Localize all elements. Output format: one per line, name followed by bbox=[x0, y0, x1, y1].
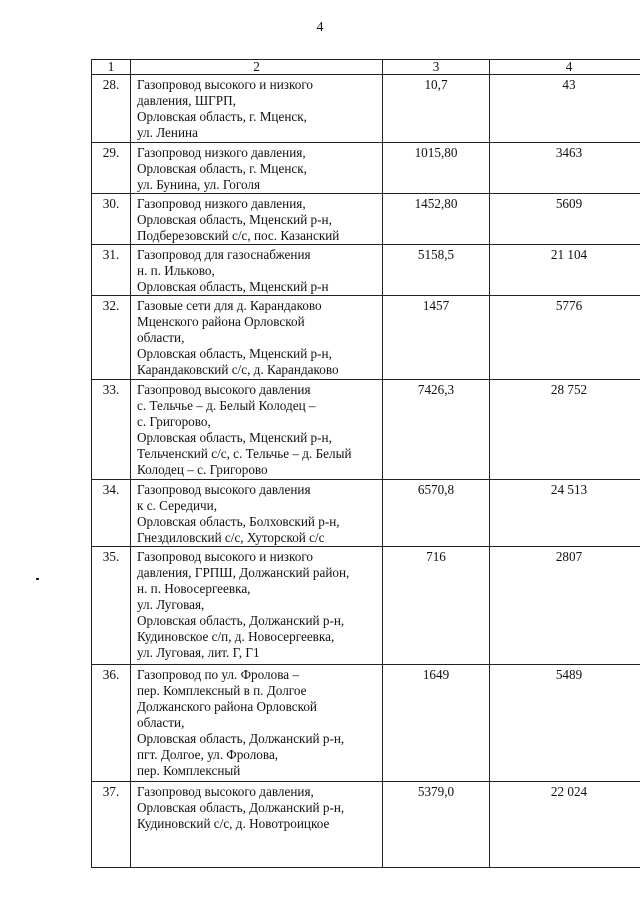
column-header: 4 bbox=[490, 60, 640, 75]
table-row bbox=[92, 143, 640, 194]
row-value-col3: 1452,80 bbox=[383, 194, 490, 245]
row-value-col3: 1015,80 bbox=[383, 143, 490, 194]
row-number: 30. bbox=[92, 194, 131, 245]
row-description: Газопровод низкого давления, Орловская область, Мценский р-н, Подберезовский с/с, пос. Казанский bbox=[131, 194, 383, 245]
row-value-col3: 10,7 bbox=[383, 75, 490, 143]
row-number: 31. bbox=[92, 245, 131, 296]
row-description: Газопровод высокого и низкого давления, ШГРП, Орловская область, г. Мценск, ул. Ленина bbox=[131, 75, 383, 143]
table-row bbox=[92, 194, 640, 245]
row-number: 34. bbox=[92, 480, 131, 547]
row-value-col4: 21 104 bbox=[490, 245, 640, 296]
row-value-col3: 5379,0 bbox=[383, 782, 490, 868]
column-header: 2 bbox=[131, 60, 383, 75]
row-value-col4: 5776 bbox=[490, 296, 640, 380]
header-row bbox=[92, 60, 640, 75]
row-value-col4: 3463 bbox=[490, 143, 640, 194]
row-description: Газопровод высокого и низкого давления, ГРПШ, Должанский район, н. п. Новосергеевка, ул. Луговая, Орловская область, Должанский р-н, Кудиновское с/п, д. Новосергеевка, ул. Луговая, лит. Г, Г1 bbox=[131, 547, 383, 665]
row-description: Газопровод высокого давления с. Тельчье – д. Белый Колодец – с. Григорово, Орловская область, Мценский р-н, Тельченский с/с, с. Тельчье – д. Белый Колодец – с. Григорово bbox=[131, 380, 383, 480]
row-number: 29. bbox=[92, 143, 131, 194]
row-value-col4: 2807 bbox=[490, 547, 640, 665]
row-number: 32. bbox=[92, 296, 131, 380]
table-row bbox=[92, 380, 640, 480]
row-description: Газопровод по ул. Фролова – пер. Комплексный в п. Долгое Должанского района Орловской области, Орловская область, Должанский р-н, пгт. Долгое, ул. Фролова, пер. Комплексный bbox=[131, 665, 383, 782]
table-row bbox=[92, 245, 640, 296]
row-description: Газовые сети для д. Карандаково Мценского района Орловской области, Орловская область, Мценский р-н, Карандаковский с/с, д. Карандаково bbox=[131, 296, 383, 380]
assets-table bbox=[91, 59, 640, 868]
row-number: 28. bbox=[92, 75, 131, 143]
row-description: Газопровод для газоснабжения н. п. Ильково, Орловская область, Мценский р-н bbox=[131, 245, 383, 296]
table-row bbox=[92, 296, 640, 380]
row-description: Газопровод низкого давления, Орловская область, г. Мценск, ул. Бунина, ул. Гоголя bbox=[131, 143, 383, 194]
row-value-col3: 1649 bbox=[383, 665, 490, 782]
table-row bbox=[92, 75, 640, 143]
page-number: 4 bbox=[316, 20, 324, 35]
row-value-col3: 5158,5 bbox=[383, 245, 490, 296]
row-value-col3: 716 bbox=[383, 547, 490, 665]
table-row bbox=[92, 782, 640, 868]
column-header: 1 bbox=[92, 60, 131, 75]
row-number: 33. bbox=[92, 380, 131, 480]
row-description: Газопровод высокого давления к с. Середичи, Орловская область, Болховский р-н, Гнездиловский с/с, Хуторской с/с bbox=[131, 480, 383, 547]
row-value-col4: 5609 bbox=[490, 194, 640, 245]
row-number: 36. bbox=[92, 665, 131, 782]
column-header: 3 bbox=[383, 60, 490, 75]
row-description: Газопровод высокого давления, Орловская область, Должанский р-н, Кудиновский с/с, д. Новотроицкое bbox=[131, 782, 383, 868]
row-value-col3: 1457 bbox=[383, 296, 490, 380]
row-value-col3: 7426,3 bbox=[383, 380, 490, 480]
table-row bbox=[92, 480, 640, 547]
row-value-col4: 43 bbox=[490, 75, 640, 143]
row-value-col4: 22 024 bbox=[490, 782, 640, 868]
row-value-col4: 5489 bbox=[490, 665, 640, 782]
table-row bbox=[92, 665, 640, 782]
row-value-col4: 28 752 bbox=[490, 380, 640, 480]
row-number: 37. bbox=[92, 782, 131, 868]
row-number: 35. bbox=[92, 547, 131, 665]
row-value-col4: 24 513 bbox=[490, 480, 640, 547]
scan-speck bbox=[36, 578, 39, 580]
table-row bbox=[92, 547, 640, 665]
row-value-col3: 6570,8 bbox=[383, 480, 490, 547]
